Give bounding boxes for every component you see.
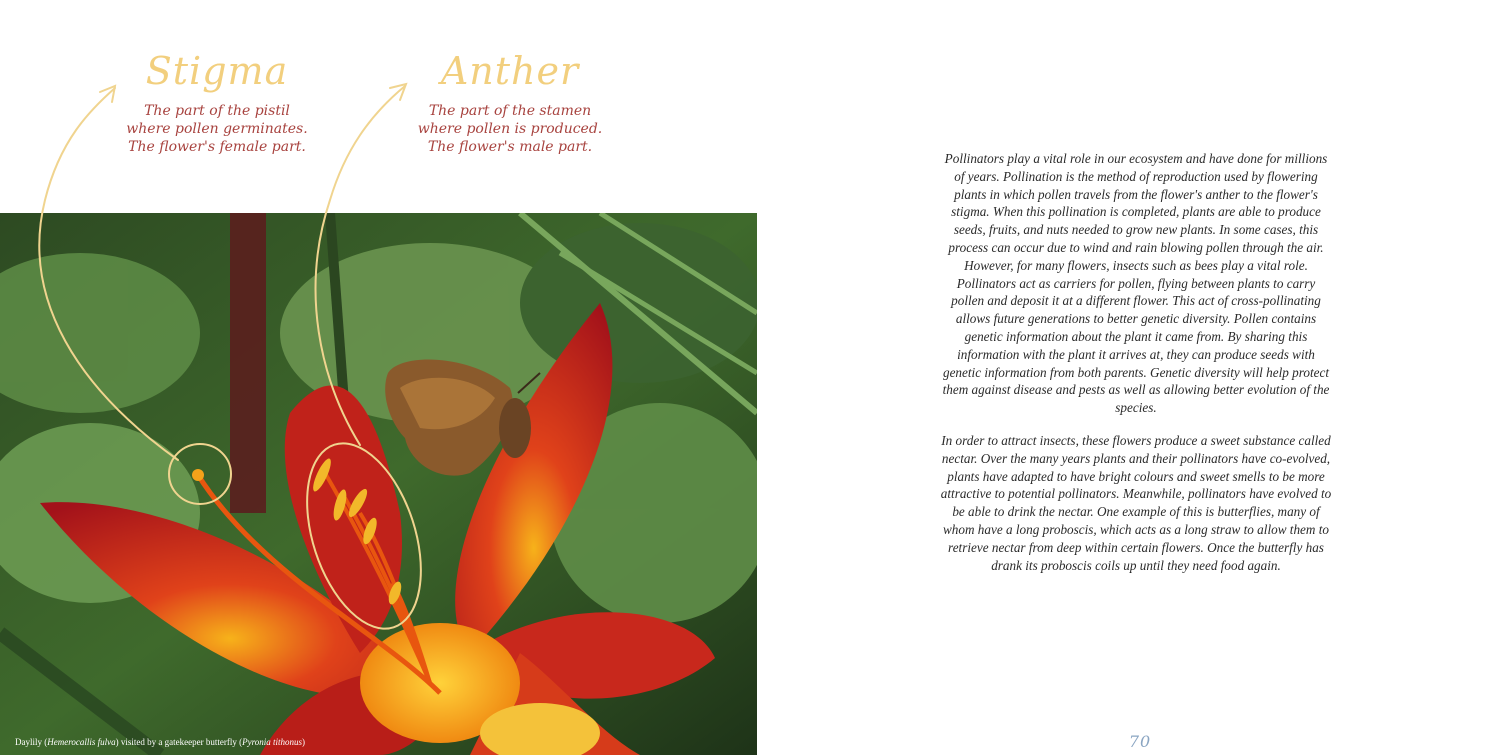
stigma-desc-line: where pollen germinates. [126, 121, 308, 137]
anther-desc-line: The part of the stamen [428, 103, 592, 119]
photo-caption [15, 737, 305, 747]
caption-text: Daylily ( [15, 737, 48, 747]
stigma-desc-line: The part of the pistil [144, 103, 290, 119]
caption-species-name: Pyronia tithonus [242, 737, 303, 747]
anther-arrowhead-icon [390, 84, 406, 100]
page-number: 70 [1128, 732, 1152, 751]
caption-species-name: Hemerocallis fulva [47, 737, 116, 747]
stigma-label [112, 48, 322, 156]
anther-title: Anther [440, 49, 580, 93]
anther-label [405, 48, 615, 156]
body-paragraph-1: Pollinators play a vital role in our ecosystem and have done for millions of years. Pollination is the method of reproduction used by flowering plants in which pollen travels from the flower's anther to the flower's stigma. When this pollination is completed, plants are able to produce seeds, fruits, and nuts needed to grow new plants. In some cases, this process can occur due to wind and rain blowing pollen through the air. However, for many flowers, insects such as bees play a vital role. Pollinators act as carriers for pollen, flying between plants to carry pollen and deposit it at a different flower. This act of cross-pollinating allows future generations to better genetic diversity. Pollen contains genetic information about the plant it came from. By sharing this information with the plant it arrives at, they can produce seeds with genetic information from both parents. Genetic diversity will help protect them against disease and pests as well as allowing better evolution of the species. [942, 151, 1330, 416]
anther-desc-line: where pollen is produced. [417, 121, 603, 137]
stigma-description [112, 102, 322, 156]
stigma-title: Stigma [145, 49, 289, 93]
stigma-desc-line: The flower's female part. [128, 139, 306, 155]
caption-text: ) visited by a gatekeeper butterfly ( [115, 737, 243, 747]
anther-desc-line: The flower's male part. [427, 139, 593, 155]
anther-description [405, 102, 615, 156]
body-paragraph-2: In order to attract insects, these flowers produce a sweet substance called nectar. Over the many years plants and their pollinators have co-evolved, plants have adapted to have bright colours and sweet smells to be more attractive to potential pollinators. Meanwhile, pollinators have evolved to be able to drink the nectar. One example of this is butterflies, many of whom have a long proboscis, which acts as a long straw to allow them to retrieve nectar from deep within certain flowers. Once the butterfly has drank its proboscis coils up until they need food again. [940, 433, 1332, 573]
caption-text: ) [302, 737, 306, 747]
daylily-butterfly-image [0, 213, 757, 755]
flower-photo [0, 213, 757, 755]
